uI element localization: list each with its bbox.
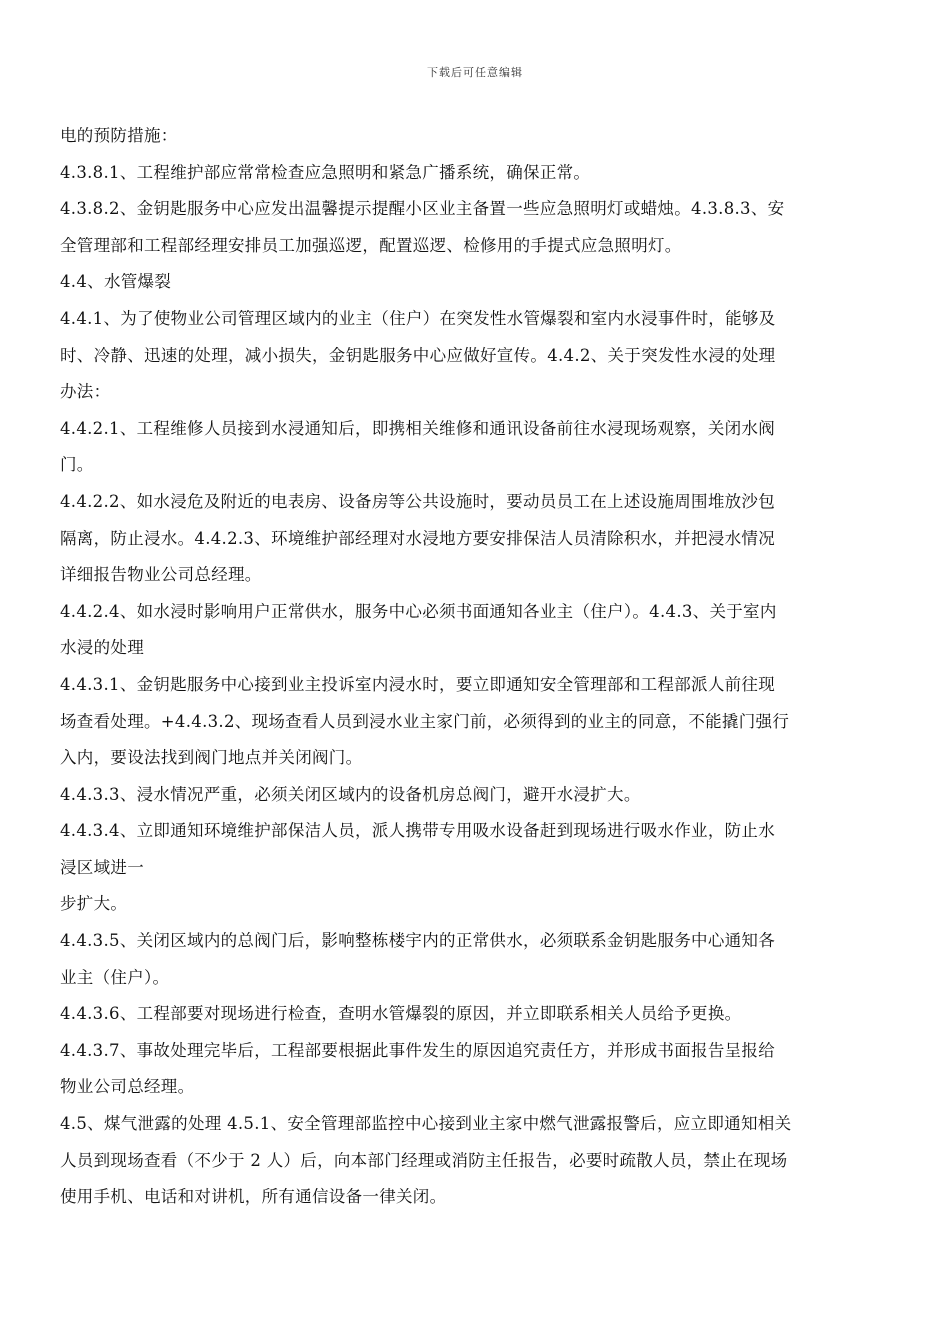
text-line: 4.4.3.7、事故处理完毕后，工程部要根据此事件发生的原因追究责任方，并形成书面报告呈报给 <box>60 1040 776 1060</box>
text-line: 步扩大。 <box>60 894 128 914</box>
text-line: 时、冷静、迅速的处理，减小损失，金钥匙服务中心应做好宣传。4.4.2、关于突发性水浸的处理 <box>60 345 776 365</box>
document-body <box>60 118 888 1216</box>
text-line: 4.4.2.1、工程维修人员接到水浸通知后，即携相关维修和通讯设备前往水浸现场观察，关闭水阀 <box>60 418 776 438</box>
text-line: 电的预防措施： <box>60 126 178 145</box>
text-line: 4.4.3.4、立即通知环境维护部保洁人员，派人携带专用吸水设备赶到现场进行吸水作业，防止水 <box>60 821 776 841</box>
text-line: 办法： <box>60 382 111 402</box>
text-line: 人员到现场查看（不少于 2 人）后，向本部门经理或消防主任报告，必要时疏散人员，禁止在现场 <box>60 1150 788 1170</box>
text-line: 场查看处理。+4.4.3.2、现场查看人员到浸水业主家门前，必须得到的业主的同意，不能撬门强行 <box>60 711 790 731</box>
text-line: 详细报告物业公司总经理。 <box>60 565 262 585</box>
text-line: 4.5、煤气泄露的处理 4.5.1、安全管理部监控中心接到业主家中燃气泄露报警后，应立即通知相关 <box>60 1114 792 1134</box>
text-line: 物业公司总经理。 <box>60 1077 195 1097</box>
text-line: 入内，要设法找到阀门地点并关闭阀门。 <box>60 748 363 768</box>
text-line: 水浸的处理 <box>60 638 144 658</box>
text-line: 门。 <box>60 455 94 475</box>
text-line: 隔离，防止浸水。4.4.2.3、环境维护部经理对水浸地方要安排保洁人员清除积水，并把浸水情况 <box>60 528 776 548</box>
text-line: 4.4.3.5、关闭区域内的总阀门后，影响整栋楼宇内的正常供水，必须联系金钥匙服务中心通知各 <box>60 931 776 951</box>
text-line: 4.4.3.6、工程部要对现场进行检查，查明水管爆裂的原因，并立即联系相关人员给予更换。 <box>60 1004 742 1024</box>
text-line: 使用手机、电话和对讲机，所有通信设备一律关闭。 <box>60 1187 447 1207</box>
text-line: 4.3.8.1、工程维护部应常常检查应急照明和紧急广播系统，确保正常。 <box>60 162 591 182</box>
text-line: 全管理部和工程部经理安排员工加强巡逻，配置巡逻、检修用的手提式应急照明灯。 <box>60 235 682 255</box>
page-header: 下载后可任意编辑 <box>427 66 523 79</box>
section-heading: 4.4、水管爆裂 <box>60 272 172 292</box>
text-line: 业主（住户）。 <box>60 967 170 987</box>
text-line: 4.4.3.1、金钥匙服务中心接到业主投诉室内浸水时，要立即通知安全管理部和工程部派人前往现 <box>60 674 776 694</box>
text-line: 4.3.8.2、金钥匙服务中心应发出温馨提示提醒小区业主备置一些应急照明灯或蜡烛。4.3.8.3、安 <box>60 199 785 219</box>
text-line: 4.4.3.3、浸水情况严重，必须关闭区域内的设备机房总阀门，避开水浸扩大。 <box>60 784 641 804</box>
text-line: 浸区域进一 <box>60 857 144 877</box>
text-line: 4.4.1、为了使物业公司管理区域内的业主（住户）在突发性水管爆裂和室内水浸事件时，能够及 <box>60 308 776 328</box>
text-line: 4.4.2.2、如水浸危及附近的电表房、设备房等公共设施时，要动员员工在上述设施周围堆放沙包 <box>60 491 776 511</box>
text-line: 4.4.2.4、如水浸时影响用户正常供水，服务中心必须书面通知各业主（住户）。4.4.3、关于室内 <box>60 601 777 621</box>
